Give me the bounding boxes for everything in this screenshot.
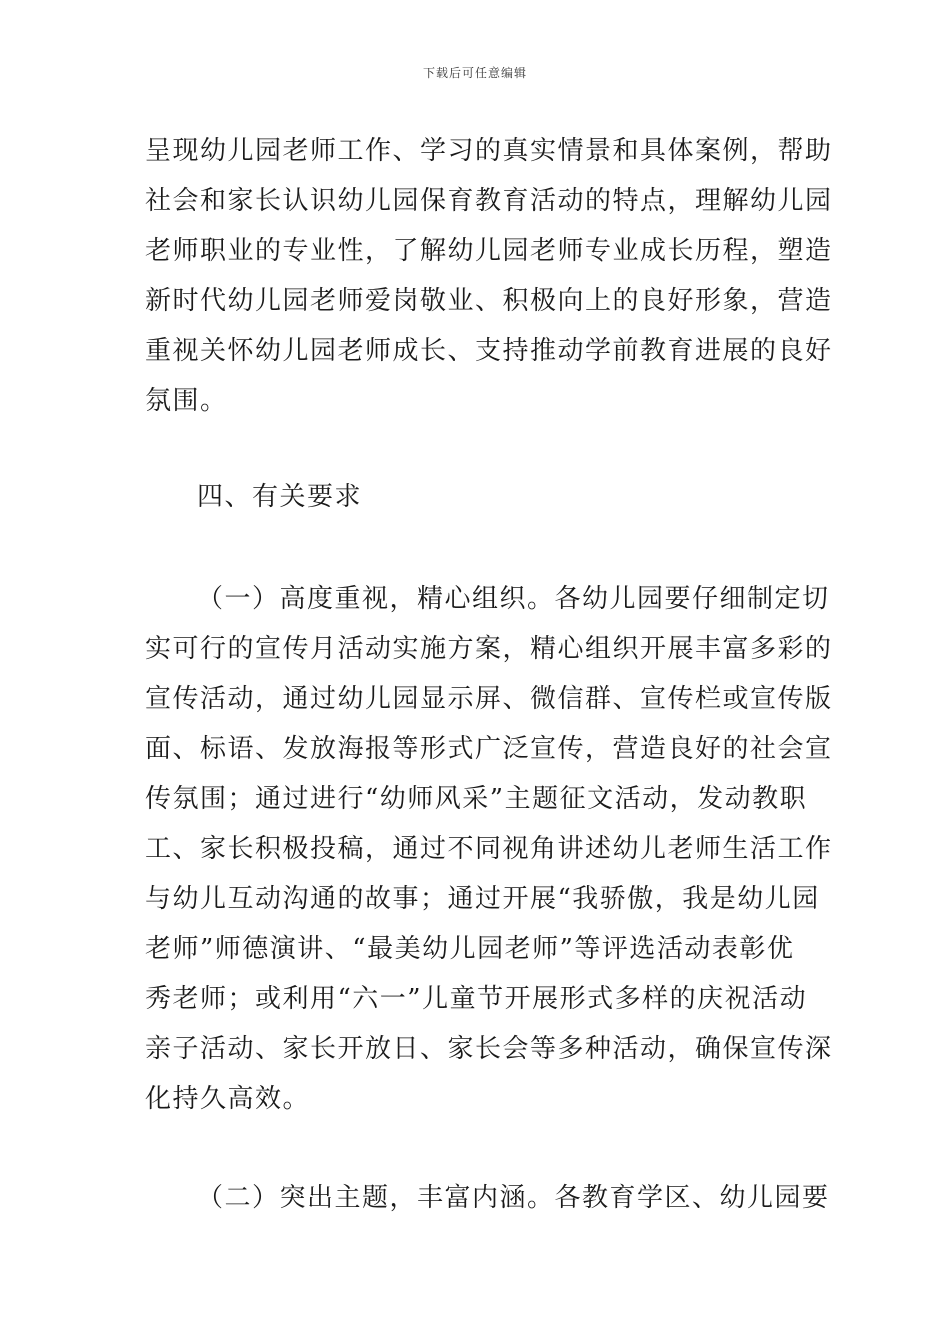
text-line: 呈现幼儿园老师工作、学习的真实情景和具体案例，帮助 bbox=[145, 136, 833, 166]
text-line: 面、标语、发放海报等形式广泛宣传，营造良好的社会宣 bbox=[145, 734, 833, 764]
text-line: 氛围。 bbox=[145, 386, 228, 416]
text-line: 亲子活动、家长开放日、家长会等多种活动，确保宣传深 bbox=[145, 1034, 833, 1064]
text-line: 传氛围；通过进行“幼师风采”主题征文活动，发动教职 bbox=[145, 784, 808, 814]
text-line: （一）高度重视，精心组织。各幼儿园要仔细制定切 bbox=[197, 584, 830, 614]
text-line: 社会和家长认识幼儿园保育教育活动的特点，理解幼儿园 bbox=[145, 186, 833, 216]
section-title: 四、有关要求 bbox=[197, 482, 363, 512]
text-line: 化持久高效。 bbox=[145, 1084, 311, 1114]
text-line: 老师”师德演讲、“最美幼儿园老师”等评选活动表彰优 bbox=[145, 934, 795, 964]
text-line: 宣传活动，通过幼儿园显示屏、微信群、宣传栏或宣传版 bbox=[145, 684, 833, 714]
text-line: 工、家长积极投稿，通过不同视角讲述幼儿老师生活工作 bbox=[145, 834, 833, 864]
page-header: 下载后可任意编辑 bbox=[422, 66, 527, 80]
text-line: 秀老师；或利用“六一”儿童节开展形式多样的庆祝活动 bbox=[145, 984, 808, 1014]
text-line: 新时代幼儿园老师爱岗敬业、积极向上的良好形象，营造 bbox=[145, 286, 833, 316]
text-line: 与幼儿互动沟通的故事；通过开展“我骄傲，我是幼儿园 bbox=[145, 884, 820, 914]
text-line: 实可行的宣传月活动实施方案，精心组织开展丰富多彩的 bbox=[145, 634, 833, 664]
text-line: （二）突出主题，丰富内涵。各教育学区、幼儿园要 bbox=[197, 1183, 830, 1213]
text-line: 老师职业的专业性，了解幼儿园老师专业成长历程，塑造 bbox=[145, 236, 833, 266]
text-line: 重视关怀幼儿园老师成长、支持推动学前教育进展的良好 bbox=[145, 336, 833, 366]
